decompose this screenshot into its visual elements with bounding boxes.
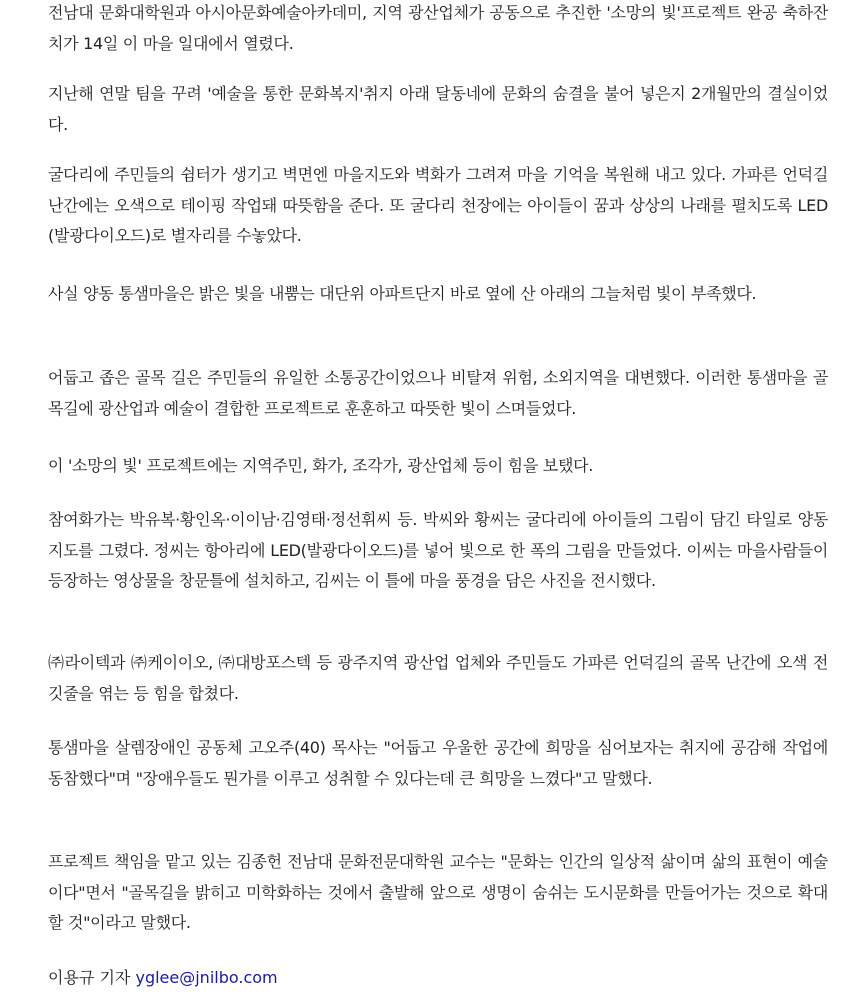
article-paragraph: ㈜라이텍과 ㈜케이이오, ㈜대방포스텍 등 광주지역 광산업 업체와 주민들도 가파른 언덕길의 골목 난간에 오색 전깃줄을 엮는 등 힘을 합쳤다. bbox=[48, 653, 828, 703]
article-paragraph: 굴다리에 주민들의 쉼터가 생기고 벽면엔 마을지도와 벽화가 그려져 마을 기억을 복원해 내고 있다. 가파른 언덕길 난간에는 오색으로 테이핑 작업돼 따뜻함을 준다. 또 굴다리 천장에는 아이들이 꿈과 상상의 나래를 펼치도록 LED(발광다이오드)로 별자리를 수놓았다. bbox=[48, 165, 828, 245]
article-paragraph: 프로젝트 책임을 맡고 있는 김종헌 전남대 문화전문대학원 교수는 "문화는 인간의 일상적 삶이며 삶의 표현이 예술이다"면서 "골목길을 밝히고 미학화하는 것에서 출발해 앞으로 생명이 숨쉬는 도시문화를 만들어가는 것으로 확대할 것"이라고 말했다. bbox=[48, 852, 828, 932]
article-paragraph: 통샘마을 살렘장애인 공동체 고오주(40) 목사는 "어둡고 우울한 공간에 희망을 심어보자는 취지에 공감해 작업에 동참했다"며 "장애우들도 뭔가를 이루고 성취할 수 있다는데 큰 희망을 느꼈다"고 말했다. bbox=[48, 738, 828, 788]
reporter-email-link[interactable]: yglee@jnilbo.com bbox=[135, 968, 278, 987]
reporter-name: 이용규 기자 bbox=[48, 968, 131, 987]
article-paragraph: 사실 양동 통샘마을은 밝은 빛을 내뿜는 대단위 아파트단지 바로 옆에 산 아래의 그늘처럼 빛이 부족했다. bbox=[48, 284, 757, 303]
article-paragraph: 전남대 문화대학원과 아시아문화예술아카데미, 지역 광산업체가 공동으로 추진한 '소망의 빛'프로젝트 완공 축하잔치가 14일 이 마을 일대에서 열렸다. bbox=[48, 3, 828, 53]
byline bbox=[48, 963, 278, 993]
article-paragraph: 이 '소망의 빛' 프로젝트에는 지역주민, 화가, 조각가, 광산업체 등이 힘을 보탰다. bbox=[48, 456, 594, 475]
article-paragraph: 참여화가는 박유복·황인옥·이이남·김영태·정선휘씨 등. 박씨와 황씨는 굴다리에 아이들의 그림이 담긴 타일로 양동지도를 그렸다. 정씨는 항아리에 LED(발광다이오드)를 넣어 빛으로 한 폭의 그림을 만들었다. 이씨는 마을사람들이 등장하는 영상물을 창문틀에 설치하고, 김씨는 이 틀에 마을 풍경을 담은 사진을 전시했다. bbox=[48, 510, 828, 590]
article-paragraph: 지난해 연말 팀을 꾸려 '예술을 통한 문화복지'취지 아래 달동네에 문화의 숨결을 불어 넣은지 2개월만의 결실이었다. bbox=[48, 84, 828, 134]
article-paragraph: 어둡고 좁은 골목 길은 주민들의 유일한 소통공간이었으나 비탈져 위험, 소외지역을 대변했다. 이러한 통샘마을 골목길에 광산업과 예술이 결합한 프로젝트로 훈훈하고 따뜻한 빛이 스며들었다. bbox=[48, 368, 828, 418]
